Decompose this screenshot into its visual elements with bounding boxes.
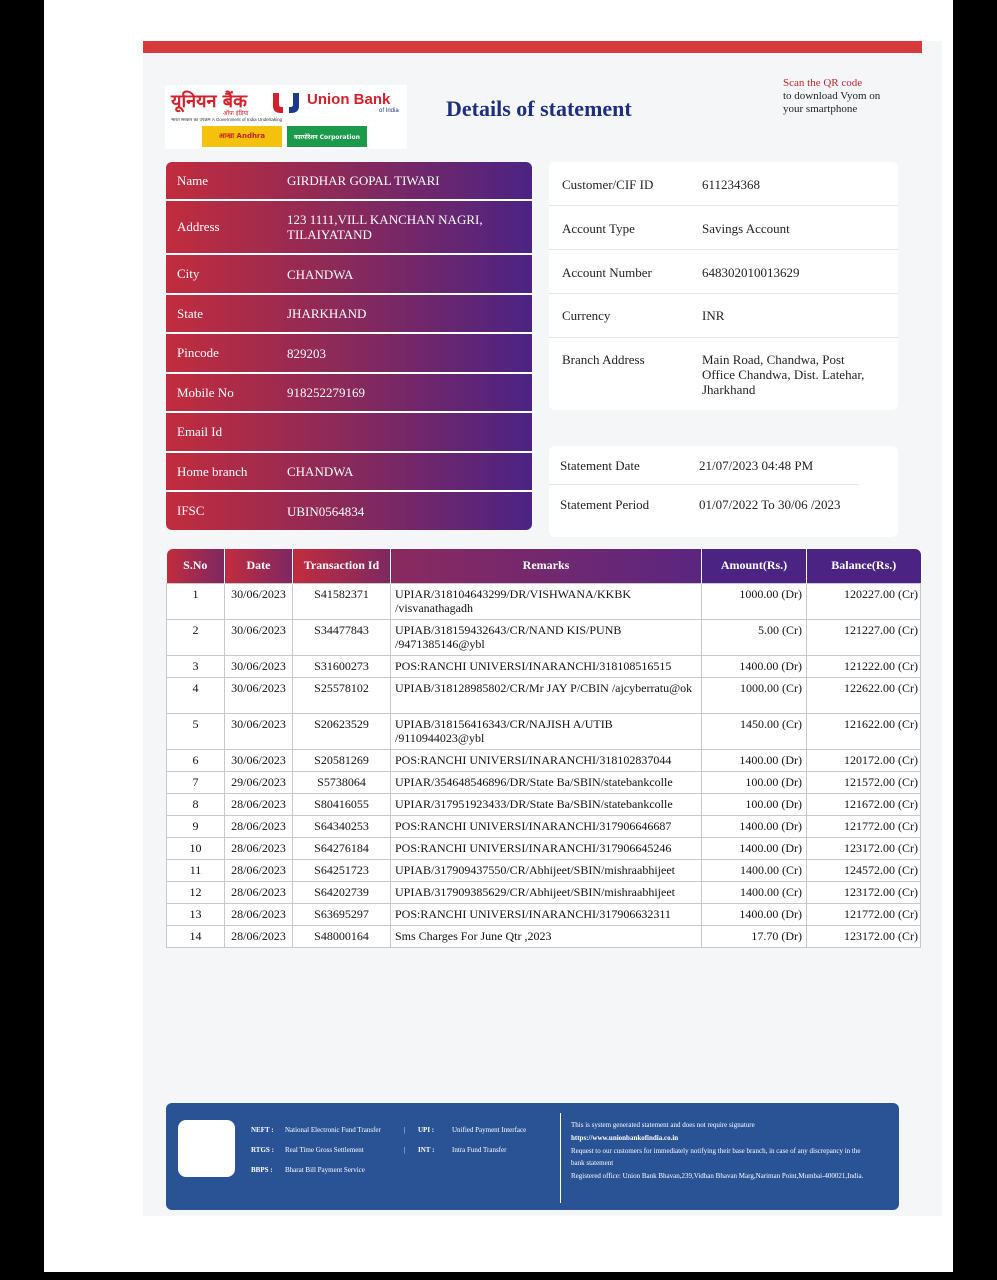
transactions-table bbox=[166, 549, 921, 948]
glossary-column-2 bbox=[418, 1120, 526, 1160]
cell-sno: 7 bbox=[167, 771, 225, 793]
customer-label: Pincode bbox=[177, 345, 219, 360]
glossary-key: INT : bbox=[418, 1146, 435, 1154]
table-row bbox=[167, 925, 921, 947]
cell-remarks: POS:RANCHI UNIVERSI/INARANCHI/318108516515 bbox=[391, 655, 702, 677]
qr-code-placeholder bbox=[178, 1120, 235, 1177]
customer-row-address bbox=[166, 201, 532, 255]
cell-sno: 11 bbox=[167, 859, 225, 881]
cell-date: 30/06/2023 bbox=[225, 655, 293, 677]
cell-sno: 4 bbox=[167, 677, 225, 713]
account-row-type bbox=[549, 206, 898, 250]
cell-amount: 1400.00 (Dr) bbox=[702, 837, 807, 859]
footer-note-discrepancy: Request to our customers for immediately notifying their base branch, in case of any discrepancy in the bank statement bbox=[571, 1146, 861, 1168]
cell-transaction-id: S48000164 bbox=[293, 925, 391, 947]
andhra-badge-text: आन्ध्रा Andhra bbox=[218, 132, 266, 140]
customer-value: JHARKHAND bbox=[287, 306, 367, 321]
top-accent-bar bbox=[143, 41, 922, 53]
logo-hindi-text: यूनियन बैंक bbox=[171, 91, 247, 112]
cell-balance: 121222.00 (Cr) bbox=[807, 655, 921, 677]
cell-amount: 100.00 (Dr) bbox=[702, 771, 807, 793]
separator-bar: | bbox=[404, 1146, 406, 1154]
cell-remarks: UPIAR/354648546896/DR/State Ba/SBIN/statebankcolle bbox=[391, 771, 702, 793]
cell-balance: 121772.00 (Cr) bbox=[807, 815, 921, 837]
cell-date: 28/06/2023 bbox=[225, 903, 293, 925]
table-row bbox=[167, 859, 921, 881]
account-label: Currency bbox=[562, 308, 611, 323]
cell-balance: 121672.00 (Cr) bbox=[807, 793, 921, 815]
cell-sno: 9 bbox=[167, 815, 225, 837]
footer-divider bbox=[560, 1113, 561, 1203]
page-title: Details of statement bbox=[446, 96, 632, 121]
glossary-value: Unified Payment Interface bbox=[452, 1126, 527, 1134]
statement-date-row bbox=[549, 446, 859, 485]
union-bank-mark-icon bbox=[269, 90, 303, 116]
cell-transaction-id: S20581269 bbox=[293, 749, 391, 771]
glossary-item bbox=[251, 1160, 381, 1180]
account-value: 648302010013629 bbox=[702, 265, 800, 280]
andhra-bank-badge bbox=[202, 126, 282, 147]
footer-note-registered-office: Registered office: Union Bank Bhavan,239,Vidhan Bhavan Marg,Nariman Point,Mumbai-400021,India. bbox=[571, 1172, 864, 1181]
cell-sno: 5 bbox=[167, 713, 225, 749]
customer-row-state bbox=[166, 295, 532, 334]
glossary-column-1 bbox=[251, 1120, 381, 1180]
customer-row-city bbox=[166, 255, 532, 295]
customer-details-panel bbox=[166, 162, 532, 530]
cell-remarks: UPIAB/318156416343/CR/NAJISH A/UTIB /9110944023@ybl bbox=[391, 713, 702, 749]
table-row bbox=[167, 793, 921, 815]
cell-remarks: UPIAB/318128985802/CR/Mr JAY P/CBIN /ajcyberratu@ok bbox=[391, 677, 702, 713]
cell-sno: 10 bbox=[167, 837, 225, 859]
cell-amount: 1450.00 (Cr) bbox=[702, 713, 807, 749]
account-row-branch-address bbox=[549, 338, 898, 410]
glossary-separator bbox=[404, 1120, 405, 1160]
glossary-item bbox=[418, 1120, 526, 1140]
cell-sno: 2 bbox=[167, 619, 225, 655]
qr-download-note bbox=[783, 77, 880, 116]
account-value: 611234368 bbox=[702, 177, 761, 192]
logo-tagline: भारत सरकार का उपक्रम A Government of India Undertaking bbox=[171, 117, 283, 122]
cell-amount: 17.70 (Dr) bbox=[702, 925, 807, 947]
statement-period-value: 01/07/2022 To 30/06 /2023 bbox=[699, 497, 841, 512]
cell-transaction-id: S34477843 bbox=[293, 619, 391, 655]
cell-amount: 100.00 (Dr) bbox=[702, 793, 807, 815]
cell-remarks: POS:RANCHI UNIVERSI/INARANCHI/317906645246 bbox=[391, 837, 702, 859]
cell-transaction-id: S64251723 bbox=[293, 859, 391, 881]
logo-english-subtext: of India bbox=[379, 108, 399, 114]
cell-date: 30/06/2023 bbox=[225, 713, 293, 749]
customer-label: Home branch bbox=[177, 463, 248, 479]
customer-value: CHANDWA bbox=[287, 464, 354, 479]
statement-date-value: 21/07/2023 04:48 PM bbox=[699, 458, 814, 473]
account-row-cif bbox=[549, 162, 898, 206]
footer-note-signature: This is system generated statement and does not require signature bbox=[571, 1121, 755, 1129]
table-header-row bbox=[167, 549, 921, 583]
customer-value: 918252279169 bbox=[287, 385, 365, 400]
table-row bbox=[167, 713, 921, 749]
cell-balance: 121227.00 (Cr) bbox=[807, 619, 921, 655]
cell-balance: 121622.00 (Cr) bbox=[807, 713, 921, 749]
account-label: Customer/CIF ID bbox=[562, 177, 654, 192]
cell-transaction-id: S41582371 bbox=[293, 583, 391, 619]
cell-remarks: UPIAR/317951923433/DR/State Ba/SBIN/statebankcolle bbox=[391, 793, 702, 815]
table-row bbox=[167, 771, 921, 793]
cell-amount: 1000.00 (Cr) bbox=[702, 677, 807, 713]
cell-date: 30/06/2023 bbox=[225, 619, 293, 655]
logo-english-text: Union Bank bbox=[307, 91, 391, 108]
glossary-key: BBPS : bbox=[251, 1166, 273, 1174]
customer-value: 123 1111,VILL KANCHAN NAGRI, TILAIYATAND bbox=[287, 212, 483, 242]
cell-transaction-id: S25578102 bbox=[293, 677, 391, 713]
table-row bbox=[167, 837, 921, 859]
cell-date: 30/06/2023 bbox=[225, 583, 293, 619]
column-header-balance: Balance(Rs.) bbox=[807, 549, 921, 583]
statement-period-row bbox=[549, 485, 859, 537]
qr-note-line-3: your smartphone bbox=[783, 103, 858, 115]
cell-transaction-id: S20623529 bbox=[293, 713, 391, 749]
cell-remarks: POS:RANCHI UNIVERSI/INARANCHI/317906646687 bbox=[391, 815, 702, 837]
statement-date-label: Statement Date bbox=[560, 458, 640, 473]
cell-balance: 120227.00 (Cr) bbox=[807, 583, 921, 619]
customer-label: State bbox=[177, 305, 203, 321]
cell-balance: 122622.00 (Cr) bbox=[807, 677, 921, 713]
cell-amount: 1400.00 (Dr) bbox=[702, 655, 807, 677]
cell-transaction-id: S64276184 bbox=[293, 837, 391, 859]
glossary-value: Real Time Gross Settlement bbox=[285, 1146, 364, 1154]
glossary-item bbox=[251, 1140, 381, 1160]
cell-sno: 13 bbox=[167, 903, 225, 925]
cell-balance: 121772.00 (Cr) bbox=[807, 903, 921, 925]
cell-amount: 1400.00 (Cr) bbox=[702, 881, 807, 903]
cell-balance: 123172.00 (Cr) bbox=[807, 925, 921, 947]
cell-transaction-id: S31600273 bbox=[293, 655, 391, 677]
cell-amount: 5.00 (Cr) bbox=[702, 619, 807, 655]
bank-logo bbox=[165, 85, 407, 149]
cell-amount: 1400.00 (Dr) bbox=[702, 903, 807, 925]
table-row bbox=[167, 677, 921, 713]
bank-website-link-text[interactable]: https://www.unionbankofindia.co.in bbox=[571, 1133, 679, 1142]
customer-label: IFSC bbox=[177, 503, 205, 518]
cell-date: 30/06/2023 bbox=[225, 749, 293, 771]
statement-page bbox=[143, 41, 942, 1216]
cell-sno: 8 bbox=[167, 793, 225, 815]
customer-label: Email Id bbox=[177, 424, 223, 439]
customer-row-name bbox=[166, 162, 532, 201]
cell-date: 30/06/2023 bbox=[225, 677, 293, 713]
cell-date: 28/06/2023 bbox=[225, 925, 293, 947]
column-header-date: Date bbox=[225, 549, 293, 583]
qr-note-heading: Scan the QR code bbox=[783, 77, 863, 89]
account-label: Account Number bbox=[562, 265, 652, 280]
column-header-transaction-id: Transaction Id bbox=[293, 549, 391, 583]
customer-row-mobile bbox=[166, 374, 532, 413]
glossary-value: Intra Fund Transfer bbox=[452, 1146, 507, 1154]
cell-transaction-id: S5738064 bbox=[293, 771, 391, 793]
cell-sno: 12 bbox=[167, 881, 225, 903]
cell-sno: 14 bbox=[167, 925, 225, 947]
glossary-key: NEFT : bbox=[251, 1126, 274, 1134]
cell-remarks: UPIAB/317909385629/CR/Abhijeet/SBIN/mishraabhijeet bbox=[391, 881, 702, 903]
cell-transaction-id: S64340253 bbox=[293, 815, 391, 837]
customer-row-pincode bbox=[166, 334, 532, 374]
customer-row-ifsc bbox=[166, 492, 532, 530]
cell-remarks: UPIAB/317909437550/CR/Abhijeet/SBIN/mishraabhijeet bbox=[391, 859, 702, 881]
statement-period-label: Statement Period bbox=[560, 497, 650, 512]
table-row bbox=[167, 815, 921, 837]
customer-row-email bbox=[166, 413, 532, 453]
table-row bbox=[167, 903, 921, 925]
glossary-item bbox=[251, 1120, 381, 1140]
glossary-key: RTGS : bbox=[251, 1146, 274, 1154]
customer-value: CHANDWA bbox=[287, 266, 354, 282]
customer-label: Name bbox=[177, 172, 209, 188]
cell-date: 28/06/2023 bbox=[225, 881, 293, 903]
table-row bbox=[167, 583, 921, 619]
column-header-remarks: Remarks bbox=[391, 549, 702, 583]
qr-note-line-2: to download Vyom on bbox=[783, 90, 881, 102]
cell-date: 28/06/2023 bbox=[225, 793, 293, 815]
account-label: Branch Address bbox=[562, 352, 645, 367]
account-details-card bbox=[549, 162, 898, 410]
cell-amount: 1400.00 (Dr) bbox=[702, 815, 807, 837]
glossary-value: National Electronic Fund Transfer bbox=[285, 1126, 381, 1134]
glossary-item bbox=[418, 1140, 526, 1160]
customer-row-home-branch bbox=[166, 453, 532, 492]
customer-value: 829203 bbox=[287, 345, 326, 361]
logo-hindi-subtext: ऑफ़ इंडिया bbox=[223, 110, 249, 117]
statement-footer bbox=[166, 1103, 899, 1210]
account-value: INR bbox=[702, 308, 725, 323]
cell-sno: 6 bbox=[167, 749, 225, 771]
cell-remarks: POS:RANCHI UNIVERSI/INARANCHI/318102837044 bbox=[391, 749, 702, 771]
account-value: Savings Account bbox=[702, 221, 790, 236]
cell-amount: 1400.00 (Dr) bbox=[702, 749, 807, 771]
cell-transaction-id: S63695297 bbox=[293, 903, 391, 925]
customer-label: City bbox=[177, 266, 200, 281]
corporation-bank-badge bbox=[287, 126, 367, 147]
cell-date: 28/06/2023 bbox=[225, 837, 293, 859]
cell-sno: 3 bbox=[167, 655, 225, 677]
bank-website-link[interactable] bbox=[571, 1132, 869, 1145]
document-sheet bbox=[44, 0, 953, 1272]
account-label: Account Type bbox=[562, 221, 635, 236]
cell-balance: 123172.00 (Cr) bbox=[807, 881, 921, 903]
column-header-sno: S.No bbox=[167, 549, 225, 583]
table-row bbox=[167, 881, 921, 903]
cell-balance: 123172.00 (Cr) bbox=[807, 837, 921, 859]
cell-date: 28/06/2023 bbox=[225, 859, 293, 881]
account-value: Main Road, Chandwa, Post Office Chandwa, Dist. Latehar, Jharkhand bbox=[702, 352, 865, 397]
statement-info-card bbox=[549, 446, 898, 537]
cell-transaction-id: S80416055 bbox=[293, 793, 391, 815]
customer-value: GIRDHAR GOPAL TIWARI bbox=[287, 173, 440, 188]
cell-balance: 120172.00 (Cr) bbox=[807, 749, 921, 771]
column-header-amount: Amount(Rs.) bbox=[702, 549, 807, 583]
glossary-value: Bharat Bill Payment Service bbox=[285, 1166, 365, 1174]
cell-amount: 1400.00 (Cr) bbox=[702, 859, 807, 881]
customer-label: Address bbox=[177, 219, 220, 234]
cell-remarks: POS:RANCHI UNIVERSI/INARANCHI/317906632311 bbox=[391, 903, 702, 925]
customer-label: Mobile No bbox=[177, 384, 234, 400]
footer-notes bbox=[571, 1119, 869, 1183]
account-row-number bbox=[549, 250, 898, 294]
cell-remarks: Sms Charges For June Qtr ,2023 bbox=[391, 925, 702, 947]
cell-remarks: UPIAB/318159432643/CR/NAND KIS/PUNB /9471385146@ybl bbox=[391, 619, 702, 655]
cell-amount: 1000.00 (Dr) bbox=[702, 583, 807, 619]
cell-sno: 1 bbox=[167, 583, 225, 619]
customer-value: UBIN0564834 bbox=[287, 503, 365, 519]
account-row-currency bbox=[549, 294, 898, 338]
separator-bar: | bbox=[404, 1126, 406, 1134]
table-row bbox=[167, 749, 921, 771]
cell-transaction-id: S64202739 bbox=[293, 881, 391, 903]
cell-remarks: UPIAR/318104643299/DR/VISHWANA/KKBK /visvanathagadh bbox=[391, 583, 702, 619]
cell-date: 29/06/2023 bbox=[225, 771, 293, 793]
corporation-badge-text: कारपोरेशन Corporation bbox=[294, 133, 360, 141]
cell-date: 28/06/2023 bbox=[225, 815, 293, 837]
table-row bbox=[167, 619, 921, 655]
cell-balance: 121572.00 (Cr) bbox=[807, 771, 921, 793]
table-row bbox=[167, 655, 921, 677]
glossary-key: UPI : bbox=[418, 1126, 435, 1134]
cell-balance: 124572.00 (Cr) bbox=[807, 859, 921, 881]
